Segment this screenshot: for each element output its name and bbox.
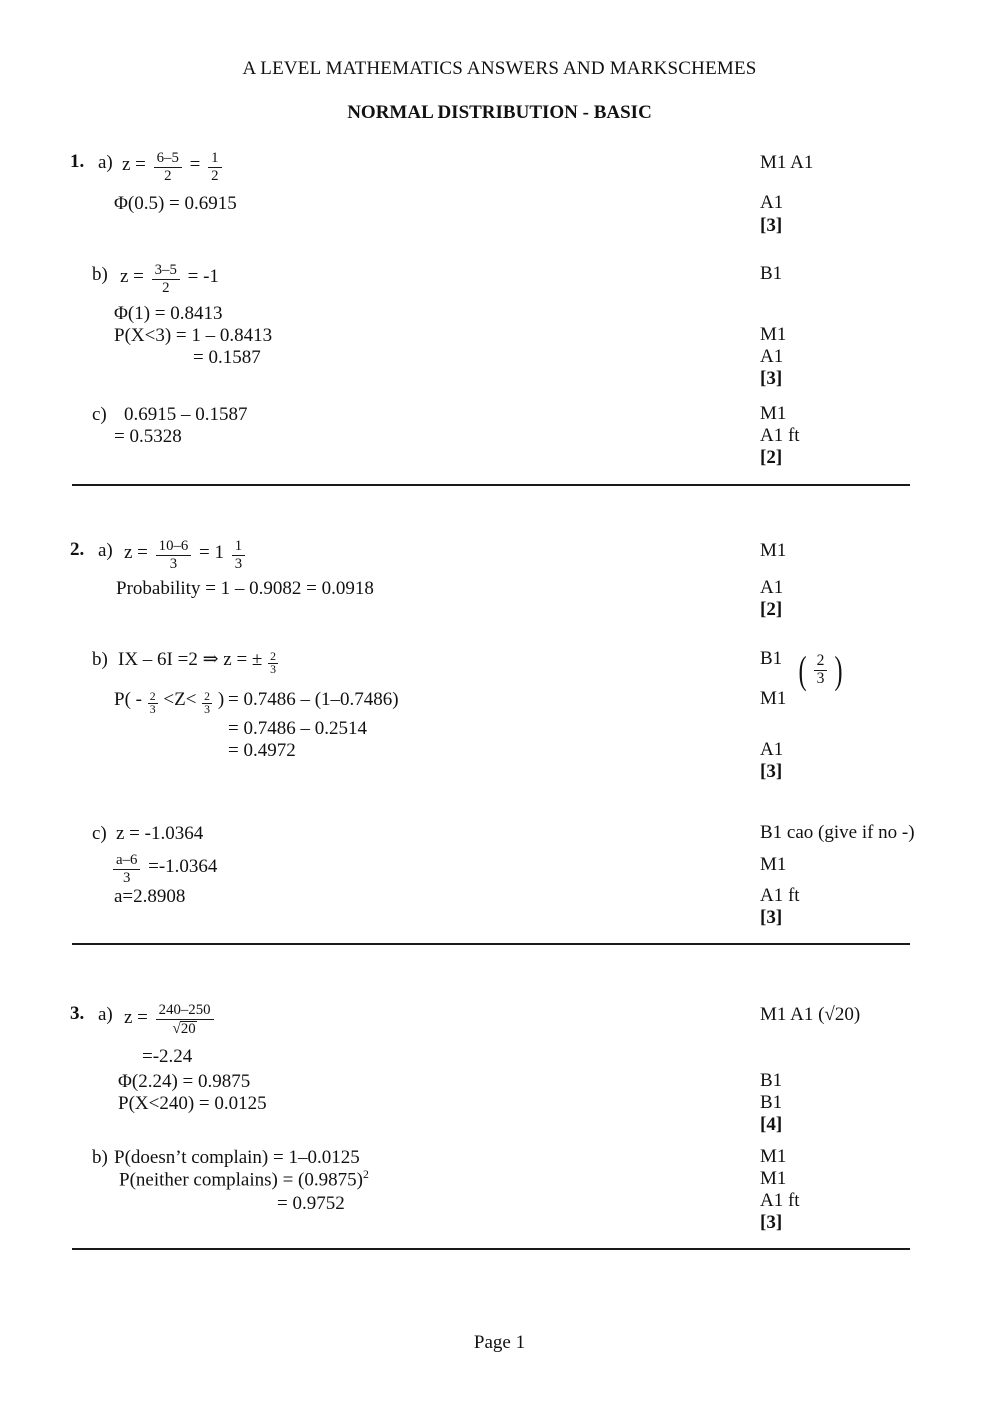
q2a-fraction-2-denominator: 3 [234, 556, 243, 573]
marks-q3b-1: M1 [760, 1146, 787, 1167]
marks-q2b-1 [760, 648, 845, 692]
question-1c-line-1: 0.6915 – 0.1587 [124, 404, 248, 425]
section-divider-2 [72, 943, 910, 945]
q2b-fraction-3 [202, 691, 212, 716]
q2b-fraction-1-denominator: 3 [270, 662, 276, 676]
marks-q1a-1: M1 A1 [760, 152, 814, 173]
q1a-z-label: z = [122, 154, 146, 176]
q1a-fraction-1-numerator: 6–5 [154, 151, 182, 168]
marks-q2a-total: [2] [760, 599, 783, 620]
question-3b-line-1: P(doesn’t complain) = 1–0.0125 [114, 1147, 360, 1168]
q3b-exponent: 2 [362, 1168, 369, 1181]
q3b-line-2-text: P(neither complains) = (0.9875) [119, 1169, 363, 1191]
marks-q2b-total: [3] [760, 761, 783, 782]
question-3b-part-label: b) [92, 1147, 108, 1168]
question-2b-rhs-3: = 0.4972 [228, 740, 296, 761]
q2c-fraction [113, 853, 140, 886]
question-1b-line-4: = 0.1587 [193, 347, 261, 368]
q2c-fraction-numerator: a–6 [113, 853, 140, 870]
section-divider-3 [72, 1248, 910, 1250]
q3a-fraction [156, 1003, 214, 1038]
question-2b-rhs-2: = 0.7486 – 0.2514 [228, 718, 367, 739]
q2b-abs-expression: IX – 6I =2 ⇒ z = ± [118, 649, 263, 670]
q2b-fraction-1-numerator: 2 [270, 650, 276, 664]
q1b-fraction [152, 263, 180, 296]
question-1b-line-3: P(X<3) = 1 – 0.8413 [114, 325, 273, 346]
q1b-fraction-numerator: 3–5 [152, 263, 180, 280]
q2b-prob-open: P( - [114, 689, 142, 710]
q2b-prob-close: ) [217, 689, 225, 710]
marks-q2b-fraction-numerator: 2 [814, 653, 828, 671]
question-1b-line-2: Φ(1) = 0.8413 [114, 303, 223, 324]
marks-q1c-total: [2] [760, 447, 783, 468]
q1a-fraction-1-denominator: 2 [164, 168, 172, 185]
q2a-fraction-2 [232, 539, 245, 572]
marks-q3b-2: M1 [760, 1168, 787, 1189]
q2c-equals-value: =-1.0364 [148, 856, 218, 878]
marks-q1c-1: M1 [760, 403, 787, 424]
question-2c-line-1: z = -1.0364 [116, 823, 204, 844]
q2b-fraction-2 [148, 691, 158, 716]
q3a-fraction-numerator: 240–250 [156, 1003, 214, 1020]
q2a-equals: = 1 [199, 542, 224, 564]
marks-q2b-1-fraction-annotation [796, 648, 845, 692]
marks-q3a-total: [4] [760, 1114, 783, 1135]
marks-q1a-2: A1 [760, 192, 784, 213]
q2b-fraction-3-numerator: 2 [204, 690, 211, 704]
question-2c-line-3: a=2.8908 [114, 886, 186, 907]
marks-q3b-3: A1 ft [760, 1190, 800, 1211]
q1b-fraction-denominator: 2 [162, 280, 170, 297]
question-3a-part-label: a) [98, 1004, 113, 1025]
question-1a-line-2: Φ(0.5) = 0.6915 [114, 193, 237, 214]
question-3a-line-4: P(X<240) = 0.0125 [118, 1093, 267, 1114]
question-number-2: 2. [70, 539, 85, 560]
document-title: A LEVEL MATHEMATICS ANSWERS AND MARKSCHEMES [242, 58, 757, 79]
q2b-fraction-3-denominator: 3 [204, 702, 211, 716]
section-divider-1 [72, 484, 910, 486]
marks-q2b-3: A1 [760, 739, 784, 760]
marks-q3a-3: B1 [760, 1092, 783, 1113]
marks-q2c-3: A1 ft [760, 885, 800, 906]
question-3b-line-3: = 0.9752 [277, 1193, 345, 1214]
q2b-fraction-1 [268, 651, 278, 676]
question-number-3: 3. [70, 1003, 85, 1024]
question-1a-line-1 [122, 151, 225, 184]
question-3a-line-3: Φ(2.24) = 0.9875 [118, 1071, 251, 1092]
question-1c-part-label: c) [92, 404, 107, 425]
q1a-fraction-1 [154, 151, 182, 184]
marks-q1c-2: A1 ft [760, 425, 800, 446]
q1b-result: = -1 [187, 266, 219, 288]
q2a-fraction-1-denominator: 3 [169, 556, 178, 573]
marks-q2a-1: M1 [760, 540, 787, 561]
question-2c-line-2 [110, 853, 217, 886]
marks-q1b-1: B1 [760, 263, 783, 284]
q2b-fraction-2-denominator: 3 [149, 702, 156, 716]
question-2a-line-2: Probability = 1 – 0.9082 = 0.0918 [116, 578, 374, 599]
q1a-fraction-2-denominator: 2 [211, 168, 219, 185]
q1a-fraction-2 [208, 151, 221, 184]
question-3a-line-2: =-2.24 [142, 1046, 193, 1067]
sqrt-icon: √20 [172, 1021, 196, 1038]
q1b-z-label: z = [120, 266, 144, 288]
marks-q1b-2: M1 [760, 324, 787, 345]
q2b-z-inequality: <Z< [163, 689, 197, 710]
question-1a-part-label: a) [98, 152, 113, 173]
marks-q2b-1-label: B1 [760, 648, 783, 669]
question-2c-part-label: c) [92, 823, 107, 844]
question-2b-line-2 [114, 688, 224, 716]
page-footer: Page 1 [473, 1332, 526, 1353]
question-2a-part-label: a) [98, 540, 113, 561]
q2a-fraction-1-numerator: 10–6 [156, 539, 192, 556]
q2a-fraction-2-numerator: 1 [232, 539, 245, 556]
question-3a-line-1 [124, 1003, 217, 1038]
marks-q1b-total: [3] [760, 368, 783, 389]
marks-q2b-2: M1 [760, 688, 787, 709]
marks-q2c-2: M1 [760, 854, 787, 875]
q2b-fraction-2-numerator: 2 [149, 690, 156, 704]
q2c-fraction-denominator: 3 [122, 870, 131, 887]
question-2a-line-1 [124, 539, 248, 572]
question-3b-line-2 [119, 1168, 369, 1192]
question-2b-part-label: b) [92, 649, 108, 670]
marks-q1b-3: A1 [760, 346, 784, 367]
question-1b-line-1 [120, 263, 219, 296]
marks-q3b-total: [3] [760, 1212, 783, 1233]
question-1b-part-label: b) [92, 264, 108, 285]
q2a-fraction-1 [156, 539, 192, 572]
document-subtitle: NORMAL DISTRIBUTION - BASIC [347, 102, 652, 123]
left-paren-glyph: ( [798, 648, 807, 692]
marks-q2c-total: [3] [760, 907, 783, 928]
q1a-fraction-2-numerator: 1 [208, 151, 221, 168]
marks-q2a-2: A1 [760, 577, 784, 598]
marks-q1a-total: [3] [760, 215, 783, 236]
marks-q2b-fraction-denominator: 3 [816, 670, 825, 688]
question-1c-line-2: = 0.5328 [114, 426, 182, 447]
question-2b-line-1 [118, 648, 279, 676]
q3a-z-label: z = [124, 1007, 148, 1029]
question-2b-rhs-1: = 0.7486 – (1–0.7486) [228, 689, 399, 710]
question-number-1: 1. [70, 151, 85, 172]
marks-q3a-1: M1 A1 (√20) [760, 1004, 861, 1025]
right-paren-glyph: ) [834, 648, 843, 692]
q1a-equals: = [189, 154, 201, 176]
q2a-z-label: z = [124, 542, 148, 564]
marks-q2c-1: B1 cao (give if no -) [760, 822, 915, 843]
marks-q3a-2: B1 [760, 1070, 783, 1091]
q3a-radicand: 20 [180, 1021, 196, 1038]
q3a-fraction-denominator [156, 1020, 214, 1037]
